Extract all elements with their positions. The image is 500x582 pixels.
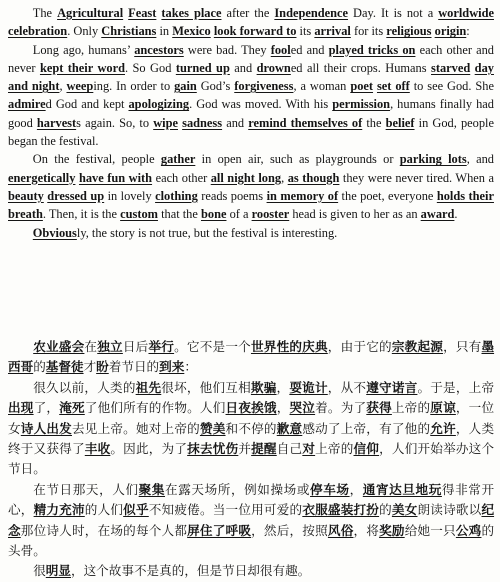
highlighted-vocabulary: 祖先 xyxy=(135,379,162,395)
highlighted-vocabulary: 抹去忧伤 xyxy=(187,441,239,457)
text-segment: 那位诗人时，在场的每个人都 xyxy=(20,522,188,538)
highlighted-vocabulary: 似乎 xyxy=(123,502,149,518)
english-paragraph xyxy=(8,4,494,41)
text-segment: 的人们 xyxy=(84,502,124,518)
text-segment: its xyxy=(296,24,315,39)
highlighted-vocabulary: all night long xyxy=(210,170,282,185)
text-segment: 。它不是一个 xyxy=(174,339,251,354)
highlighted-vocabulary: played tricks on xyxy=(328,42,416,57)
text-segment: d God and kept xyxy=(45,97,129,112)
text-segment: ，这个故事不是真的，但是节日却很有趣。 xyxy=(70,563,311,579)
english-paragraph xyxy=(8,150,494,223)
highlighted-vocabulary: permission xyxy=(332,97,391,112)
highlighted-vocabulary: turned up xyxy=(175,60,230,75)
highlighted-vocabulary: have fun with xyxy=(78,170,153,185)
highlighted-vocabulary: 丰收 xyxy=(84,441,111,457)
highlighted-vocabulary: remind themselves of xyxy=(248,115,363,130)
highlighted-vocabulary: 遵守诺言 xyxy=(366,379,418,395)
highlighted-vocabulary: 对 xyxy=(302,441,316,457)
text-segment: ， xyxy=(349,481,363,497)
highlighted-vocabulary: 日夜挨饿 xyxy=(225,400,277,416)
highlighted-vocabulary: 允许 xyxy=(430,420,456,436)
text-segment: ，一位女 xyxy=(8,400,495,436)
text-segment: and xyxy=(229,60,257,75)
highlighted-vocabulary: starved xyxy=(431,60,471,75)
highlighted-vocabulary: gather xyxy=(160,152,196,167)
text-segment: On the festival, people xyxy=(32,152,161,167)
text-segment: 很 xyxy=(33,563,46,579)
text-segment: 在露天场所，例如操场或 xyxy=(165,481,311,497)
text-segment: , and xyxy=(466,152,494,167)
highlighted-vocabulary: set off xyxy=(376,79,410,94)
text-segment: 的 xyxy=(379,502,392,518)
english-paragraph xyxy=(8,41,494,151)
text-segment: the xyxy=(362,115,386,130)
highlighted-vocabulary: belief xyxy=(385,115,415,130)
highlighted-vocabulary: 赞美 xyxy=(199,420,226,436)
text-segment: head is given to her as an xyxy=(289,207,421,222)
text-segment: ing. In order to xyxy=(93,79,175,94)
text-segment: ，人类终于又获得了 xyxy=(8,420,495,457)
highlighted-vocabulary: 举行 xyxy=(148,339,175,354)
highlighted-vocabulary: poet xyxy=(350,79,374,94)
text-segment: 着节日的 xyxy=(108,359,160,375)
highlighted-vocabulary: forgiveness xyxy=(234,79,294,94)
highlighted-vocabulary: clothing xyxy=(155,188,198,203)
text-segment: The xyxy=(32,6,58,20)
text-segment: 的头骨。 xyxy=(8,522,495,559)
chinese-paragraph xyxy=(8,480,494,562)
text-segment: . Then, it is the xyxy=(42,207,121,222)
text-segment: . God was moved. With his xyxy=(189,97,333,112)
text-segment: of a xyxy=(226,207,252,222)
text-segment: ， xyxy=(276,400,290,416)
highlighted-vocabulary: 停车场 xyxy=(310,481,350,497)
text-segment: ，由于它的 xyxy=(327,339,392,354)
text-segment: , xyxy=(281,170,288,185)
text-segment: in God, people began the festival. xyxy=(8,115,494,149)
highlighted-vocabulary: 明显 xyxy=(45,563,71,579)
highlighted-vocabulary: 风俗 xyxy=(327,522,354,538)
text-segment: 的 xyxy=(33,359,46,375)
text-segment: ，人们开始举办这个节日。 xyxy=(8,441,495,477)
text-segment: 了他们所有的作物。人们 xyxy=(84,400,226,416)
text-segment: the poet, everyone xyxy=(338,188,437,203)
text-segment: 给她一只 xyxy=(404,522,456,538)
english-paragraph xyxy=(8,224,494,242)
text-segment: ，将 xyxy=(353,522,380,538)
highlighted-vocabulary: origin xyxy=(434,24,467,39)
highlighted-vocabulary: in memory of xyxy=(266,188,339,203)
text-segment: reads poems xyxy=(197,188,267,203)
text-segment: 很坏，他们互相 xyxy=(161,379,251,395)
text-segment: 。因此，为了 xyxy=(110,441,188,457)
text-segment: Long ago, humans’ xyxy=(32,42,135,57)
text-segment: ， xyxy=(276,379,290,395)
highlighted-vocabulary: 到来 xyxy=(159,359,185,375)
highlighted-vocabulary: look forward to xyxy=(213,24,297,39)
highlighted-vocabulary: bone xyxy=(200,207,227,222)
highlighted-vocabulary: takes place xyxy=(161,6,222,20)
highlighted-vocabulary: 墨西哥 xyxy=(8,339,495,375)
text-segment: , humans finally had good xyxy=(8,97,494,130)
text-segment: ，然后，按照 xyxy=(251,522,328,538)
text-segment: : xyxy=(466,24,470,39)
highlighted-vocabulary: 屏住了呼吸 xyxy=(187,522,252,538)
text-segment: they were never tired. When a xyxy=(339,170,494,185)
highlighted-vocabulary: apologizing xyxy=(128,97,190,112)
text-segment: . xyxy=(454,207,458,222)
highlighted-vocabulary: 盼 xyxy=(96,359,109,375)
text-segment: 很久以前，人类的 xyxy=(33,379,136,395)
highlighted-vocabulary: 出现 xyxy=(8,400,34,416)
highlighted-vocabulary: drown xyxy=(256,60,291,75)
highlighted-vocabulary: 美女 xyxy=(391,502,418,518)
highlighted-vocabulary: Christians xyxy=(101,24,157,39)
highlighted-vocabulary: custom xyxy=(120,207,158,222)
text-segment: God’s xyxy=(196,79,235,94)
text-segment: ，只有 xyxy=(443,339,482,354)
highlighted-vocabulary: as though xyxy=(287,170,340,185)
text-segment: 上帝的 xyxy=(315,441,354,457)
english-passage xyxy=(8,4,494,242)
highlighted-vocabulary: 宗教起源 xyxy=(391,339,444,354)
highlighted-vocabulary: fool xyxy=(270,42,291,57)
text-segment: to see God. She xyxy=(409,79,494,94)
highlighted-vocabulary: Obvious xyxy=(32,225,77,240)
text-segment: 了， xyxy=(33,400,60,416)
chinese-paragraph xyxy=(8,337,494,378)
text-segment: . Only xyxy=(67,24,102,39)
highlighted-vocabulary: award xyxy=(420,207,455,222)
highlighted-vocabulary: weep xyxy=(66,79,94,94)
highlighted-vocabulary: ancestors xyxy=(134,42,184,57)
highlighted-vocabulary: harvest xyxy=(36,115,77,130)
text-segment: 不知疲倦。当一位用可爱的 xyxy=(148,502,303,518)
text-segment: 日后 xyxy=(122,339,149,354)
highlighted-vocabulary: 公鸡 xyxy=(455,522,482,538)
text-segment: 和不停的 xyxy=(225,420,277,436)
highlighted-vocabulary: kept their word xyxy=(39,60,125,75)
text-segment: 才 xyxy=(83,359,97,375)
highlighted-vocabulary: rooster xyxy=(251,207,290,222)
text-segment: 上帝的 xyxy=(391,400,431,416)
text-segment: 朗读诗歌以 xyxy=(417,502,482,518)
highlighted-vocabulary: parking lots xyxy=(399,152,467,167)
highlighted-vocabulary: 基督徒 xyxy=(45,359,84,375)
text-segment: ： xyxy=(184,359,197,375)
highlighted-vocabulary: sadness xyxy=(182,115,223,130)
highlighted-vocabulary: wipe xyxy=(153,115,178,130)
text-segment: 并 xyxy=(238,441,252,457)
text-segment: 感动了上帝，有了他的 xyxy=(302,420,431,436)
highlighted-vocabulary: Feast xyxy=(128,6,157,20)
highlighted-vocabulary: arrival xyxy=(314,24,351,39)
highlighted-vocabulary: 欺骗 xyxy=(250,379,277,395)
text-segment: 在节日那天，人们 xyxy=(33,481,139,497)
highlighted-vocabulary: holds their breath xyxy=(8,188,494,222)
highlighted-vocabulary: 歉意 xyxy=(276,420,303,436)
highlighted-vocabulary: 哭泣 xyxy=(289,400,316,416)
highlighted-vocabulary: energetically xyxy=(8,170,76,185)
text-segment: , a woman xyxy=(293,79,351,94)
text-segment: ed all their crops. Humans xyxy=(290,60,431,75)
text-segment: 自己 xyxy=(276,441,303,457)
highlighted-vocabulary: day and night xyxy=(8,60,494,94)
text-segment: in xyxy=(156,24,173,39)
highlighted-vocabulary: 通宵达旦地玩 xyxy=(362,481,442,497)
highlighted-vocabulary: 世界性的庆典 xyxy=(250,339,328,354)
highlighted-vocabulary: 诗人出发 xyxy=(20,420,72,436)
text-segment: Day. It is not a xyxy=(348,6,439,20)
text-segment: for its xyxy=(350,24,387,39)
chinese-translation xyxy=(8,337,494,582)
text-segment: . So God xyxy=(125,60,176,75)
highlighted-vocabulary: 耍诡计 xyxy=(289,379,328,395)
highlighted-vocabulary: 聚集 xyxy=(138,481,166,497)
text-segment: in open air, such as playgrounds or xyxy=(195,152,400,167)
text-segment: each other and never xyxy=(8,42,495,75)
text-segment: that the xyxy=(157,207,201,222)
highlighted-vocabulary: 纪念 xyxy=(8,502,495,538)
highlighted-vocabulary: beauty xyxy=(8,188,44,203)
text-segment: 得非常开心， xyxy=(8,481,495,518)
highlighted-vocabulary: 获得 xyxy=(366,400,392,416)
text-segment: s again. So, to xyxy=(76,115,154,130)
highlighted-vocabulary: Mexico xyxy=(172,24,211,39)
highlighted-vocabulary: Independence xyxy=(274,6,349,20)
highlighted-vocabulary: 奖励 xyxy=(379,522,405,538)
chinese-paragraph xyxy=(8,561,494,581)
highlighted-vocabulary: 独立 xyxy=(97,339,123,354)
highlighted-vocabulary: 原谅 xyxy=(430,400,456,416)
text-segment: ed and xyxy=(290,42,329,57)
text-segment: 。于是，上帝 xyxy=(417,379,495,395)
text-segment: 着。为了 xyxy=(315,400,367,416)
highlighted-vocabulary: 提醒 xyxy=(251,441,277,457)
highlighted-vocabulary: 衣服盛装打扮 xyxy=(302,502,380,518)
highlighted-vocabulary: 农业盛会 xyxy=(33,339,85,354)
highlighted-vocabulary: dressed up xyxy=(47,188,105,203)
highlighted-vocabulary: 精力充沛 xyxy=(33,502,85,518)
text-segment: and xyxy=(222,115,249,130)
highlighted-vocabulary: religious xyxy=(386,24,432,39)
text-segment: were bad. They xyxy=(183,42,271,57)
highlighted-vocabulary: 淹死 xyxy=(59,400,85,416)
highlighted-vocabulary: worldwide xyxy=(438,6,494,20)
highlighted-vocabulary: gain xyxy=(174,79,197,94)
text-segment: in lovely xyxy=(104,188,156,203)
text-segment: ，从不 xyxy=(327,379,367,395)
text-segment: 去见上帝。她对上帝的 xyxy=(71,420,200,436)
text-segment: 在 xyxy=(84,339,98,354)
text-segment: , xyxy=(59,79,67,94)
chinese-paragraph xyxy=(8,378,494,480)
highlighted-vocabulary: 信仰 xyxy=(353,441,380,457)
text-segment: after the xyxy=(221,6,275,20)
text-segment: ly, the story is not true, but the festival is interesting. xyxy=(76,225,338,240)
highlighted-vocabulary: admire xyxy=(8,97,46,112)
highlighted-vocabulary: celebration xyxy=(8,24,68,39)
highlighted-vocabulary: Agricultural xyxy=(57,6,124,20)
text-segment: each other xyxy=(152,170,211,185)
